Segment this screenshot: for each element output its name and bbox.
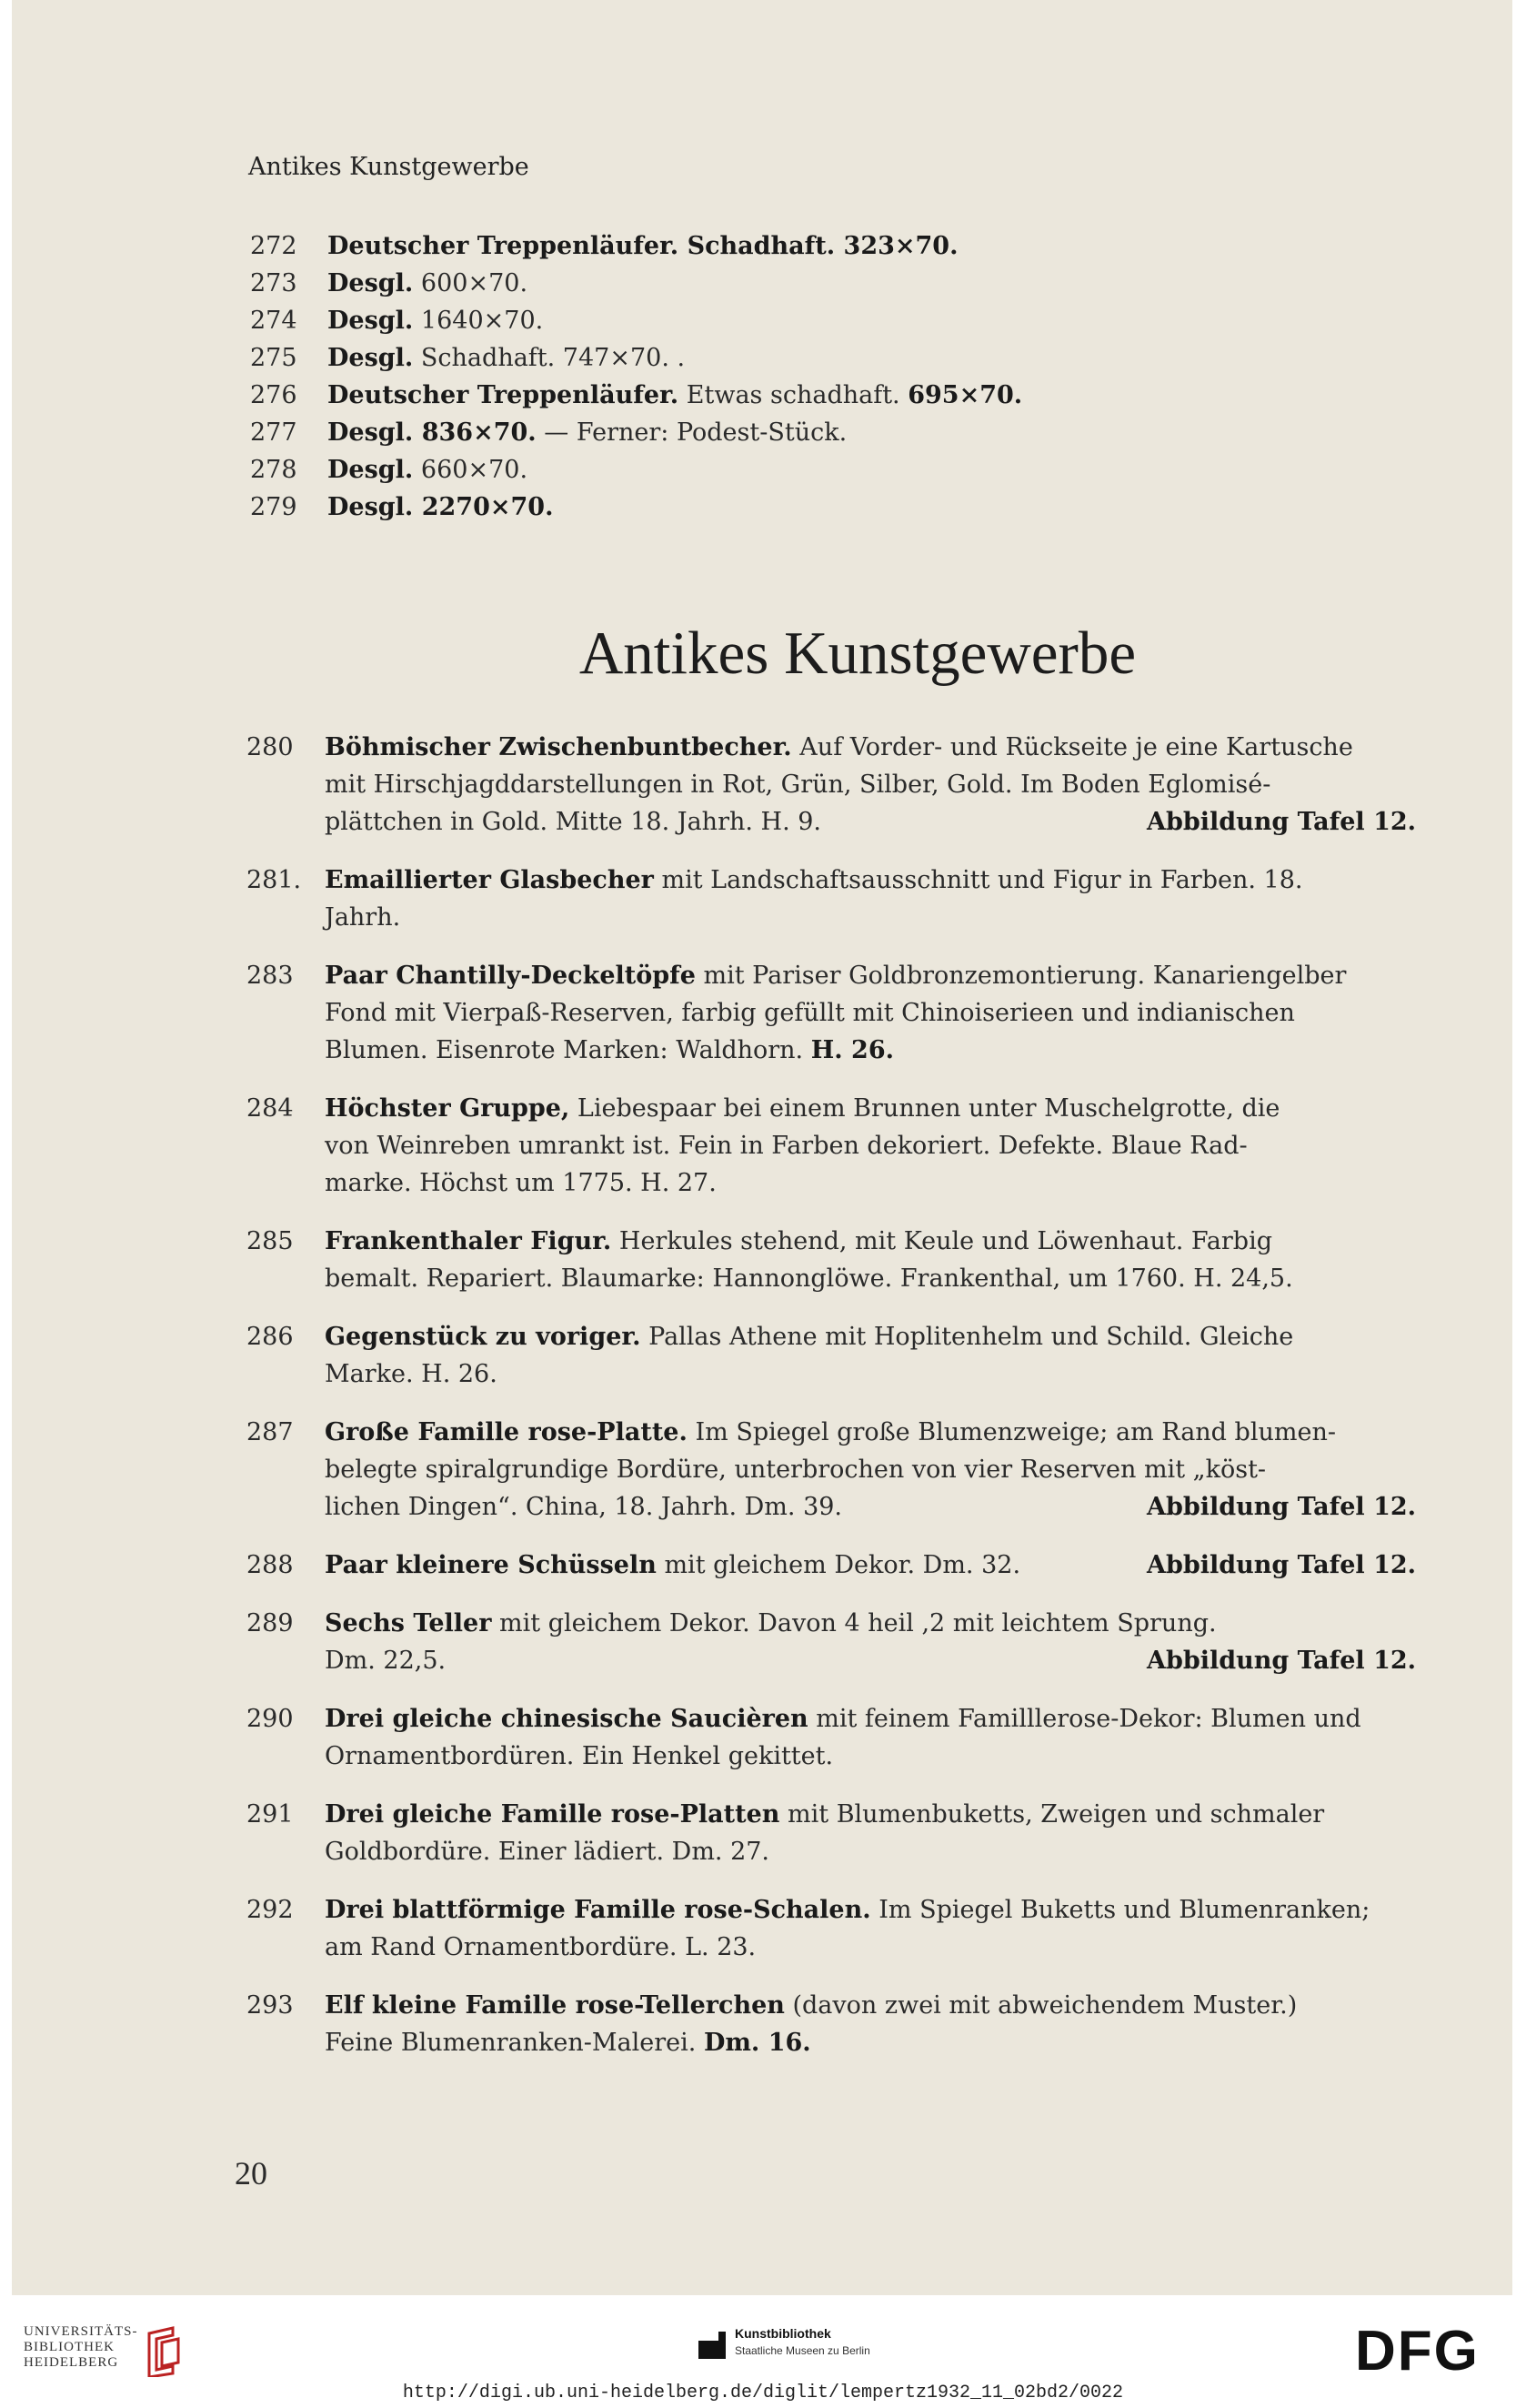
entry-line bbox=[327, 307, 1464, 335]
entry-text: belegte spiralgrundige Bordüre, unterbrochen von vier Reserven mit „köst- bbox=[325, 1456, 1267, 1484]
plate-reference: Abbildung Tafel 12. bbox=[1147, 1493, 1417, 1521]
entry-text: Im Spiegel große Blumenzweige; am Rand blumen- bbox=[687, 1418, 1336, 1446]
lot-number: 284 bbox=[246, 1094, 294, 1123]
lot-number: 276 bbox=[250, 381, 297, 409]
university-library-text: UNIVERSITÄTS- BIBLIOTHEK HEIDELBERG bbox=[24, 2324, 138, 2370]
entry-text: 660×70. bbox=[413, 456, 528, 484]
entry-text: 1640×70. bbox=[413, 307, 544, 335]
entry-title: Deutscher Treppenläufer. Schadhaft. 323×70. bbox=[327, 232, 959, 260]
entry-title: Höchster Gruppe, bbox=[325, 1094, 570, 1123]
footer bbox=[0, 2299, 1526, 2408]
plate-reference: Abbildung Tafel 12. bbox=[1147, 1551, 1417, 1579]
entry-line bbox=[325, 1609, 1480, 1637]
entry-text: Ornamentbordüren. Ein Henkel gekittet. bbox=[325, 1742, 834, 1770]
entry-line bbox=[325, 771, 1480, 799]
entry-line bbox=[327, 381, 1464, 409]
entry-line bbox=[325, 1418, 1480, 1446]
entry-text: bemalt. Repariert. Blaumarke: Hannonglöwe. Frankenthal, um 1760. H. 24,5. bbox=[325, 1264, 1293, 1293]
entry-text: mit Pariser Goldbronzemontierung. Kanariengelber bbox=[695, 962, 1347, 990]
entry-title: Frankenthaler Figur. bbox=[325, 1227, 612, 1255]
entry-line bbox=[325, 733, 1480, 761]
entry-title: Desgl. 2270×70. bbox=[327, 493, 554, 521]
entry-line bbox=[325, 1456, 1480, 1484]
entry-text: Im Spiegel Buketts und Blumenranken; bbox=[870, 1896, 1370, 1924]
lot-number: 287 bbox=[246, 1418, 294, 1446]
lot-number: 283 bbox=[246, 962, 294, 990]
entry-line bbox=[325, 866, 1480, 894]
entry-title: Paar Chantilly-Deckeltöpfe bbox=[325, 962, 696, 990]
entry-text: Fond mit Vierpaß-Reserven, farbig gefüllt mit Chinoiserieen und indianischen bbox=[325, 999, 1295, 1027]
entry-line bbox=[327, 418, 1464, 447]
entry-text: — Ferner: Podest-Stück. bbox=[536, 418, 848, 447]
entry-text: mit gleichem Dekor. Davon 4 heil ,2 mit leichtem Sprung. bbox=[491, 1609, 1217, 1637]
catalog-page bbox=[12, 0, 1512, 2295]
lot-number: 277 bbox=[250, 418, 297, 447]
entry-text: Blumen. Eisenrote Marken: Waldhorn. bbox=[325, 1036, 811, 1064]
entry-text: Herkules stehend, mit Keule und Löwenhaut. Farbig bbox=[611, 1227, 1273, 1255]
entry-title: Große Famille rose-Platte. bbox=[325, 1418, 688, 1446]
entry-line bbox=[325, 1169, 1480, 1197]
lot-number: 286 bbox=[246, 1323, 294, 1351]
entry-text: Dm. 22,5. bbox=[325, 1647, 447, 1675]
lot-number: 293 bbox=[246, 1991, 294, 2020]
entry-line bbox=[325, 962, 1480, 990]
entry-title: Drei blattförmige Famille rose-Schalen. bbox=[325, 1896, 871, 1924]
entry-title: Drei gleiche Famille rose-Platten bbox=[325, 1800, 780, 1829]
entry-line bbox=[325, 1360, 1480, 1388]
university-logo-icon bbox=[136, 2326, 184, 2377]
entry-text: Liebespaar bei einem Brunnen unter Muschelgrotte, die bbox=[569, 1094, 1280, 1123]
entry-text: plättchen in Gold. Mitte 18. Jahrh. H. 9. bbox=[325, 808, 821, 836]
plate-reference: Abbildung Tafel 12. bbox=[1147, 808, 1417, 836]
page-number: 20 bbox=[235, 2155, 267, 2191]
entry-title: Emaillierter Glasbecher bbox=[325, 866, 654, 894]
entry-text: von Weinreben umrankt ist. Fein in Farben dekoriert. Defekte. Blaue Rad- bbox=[325, 1132, 1248, 1160]
entry-line bbox=[325, 1094, 1480, 1123]
entry-title: Sechs Teller bbox=[325, 1609, 492, 1637]
lot-number: 272 bbox=[250, 232, 297, 260]
entry-text: Pallas Athene mit Hoplitenhelm und Schild. Gleiche bbox=[640, 1323, 1294, 1351]
entry-title: Gegenstück zu voriger. bbox=[325, 1323, 641, 1351]
entry-text: mit Landschaftsausschnitt und Figur in Farben. 18. bbox=[653, 866, 1303, 894]
entry-line bbox=[325, 1323, 1480, 1351]
entry-title: Dm. 16. bbox=[703, 2029, 811, 2057]
entry-text: mit Hirschjagddarstellungen in Rot, Grün, Silber, Gold. Im Boden Eglomisé- bbox=[325, 771, 1271, 799]
lot-number: 292 bbox=[246, 1896, 294, 1924]
entry-line bbox=[327, 344, 1464, 372]
entry-text: Goldbordüre. Einer lädiert. Dm. 27. bbox=[325, 1838, 770, 1866]
entry-line bbox=[325, 1705, 1480, 1733]
running-head: Antikes Kunstgewerbe bbox=[248, 153, 529, 181]
entry-line bbox=[327, 456, 1464, 484]
entry-title: Desgl. 836×70. bbox=[327, 418, 537, 447]
dfg-logo: DFG bbox=[1355, 2320, 1480, 2383]
permalink[interactable]: http://digi.ub.uni-heidelberg.de/diglit/lempertz1932_11_02bd2/0022 bbox=[402, 2383, 1124, 2403]
entry-text: Feine Blumenranken-Malerei. bbox=[325, 2029, 704, 2057]
entry-text: mit Blumenbuketts, Zweigen und schmaler bbox=[779, 1800, 1325, 1829]
entry-text: (davon zwei mit abweichendem Muster.) bbox=[784, 1991, 1298, 2020]
plate-reference: Abbildung Tafel 12. bbox=[1147, 1647, 1417, 1675]
entry-text: 600×70. bbox=[413, 269, 528, 297]
lot-number: 280 bbox=[246, 733, 294, 761]
library-subtitle: Staatliche Museen zu Berlin bbox=[735, 2344, 870, 2357]
entry-title: Paar kleinere Schüsseln bbox=[325, 1551, 657, 1579]
entry-title: H. 26. bbox=[810, 1036, 895, 1064]
entry-text: Etwas schadhaft. bbox=[678, 381, 909, 409]
lot-number: 291 bbox=[246, 1800, 294, 1829]
entry-text: lichen Dingen“. China, 18. Jahrh. Dm. 39. bbox=[325, 1493, 843, 1521]
lot-number: 279 bbox=[250, 493, 297, 521]
lot-number: 273 bbox=[250, 269, 297, 297]
entry-line bbox=[327, 232, 1464, 260]
entry-text: am Rand Ornamentbordüre. L. 23. bbox=[325, 1933, 757, 1961]
lot-number: 288 bbox=[246, 1551, 294, 1579]
entry-title: Deutscher Treppenläufer. bbox=[327, 381, 679, 409]
entry-title: Desgl. bbox=[327, 307, 414, 335]
lot-number: 290 bbox=[246, 1705, 294, 1733]
entry-text: mit feinem Familllerose-Dekor: Blumen und bbox=[808, 1705, 1361, 1733]
entry-line bbox=[325, 1933, 1480, 1961]
entry-text: Marke. H. 26. bbox=[325, 1360, 497, 1388]
entry-line bbox=[327, 493, 1464, 521]
entry-text: Jahrh. bbox=[325, 903, 401, 932]
section-title: Antikes Kunstgewerbe bbox=[578, 620, 1137, 687]
lot-number: 285 bbox=[246, 1227, 294, 1255]
entry-title: Desgl. bbox=[327, 456, 414, 484]
lot-number: 275 bbox=[250, 344, 297, 372]
entry-text: mit gleichem Dekor. Dm. 32. bbox=[656, 1551, 1021, 1579]
kunstbibliothek-mark-icon bbox=[698, 2332, 726, 2359]
entry-title: Desgl. bbox=[327, 344, 414, 372]
entry-line bbox=[325, 1991, 1480, 2020]
entry-title: Drei gleiche chinesische Saucièren bbox=[325, 1705, 808, 1733]
entry-line bbox=[325, 1264, 1480, 1293]
entry-title: Böhmischer Zwischenbuntbecher. bbox=[325, 733, 792, 761]
entry-line bbox=[327, 269, 1464, 297]
entry-line bbox=[325, 1227, 1480, 1255]
entry-line bbox=[325, 1036, 1480, 1064]
entry-text: marke. Höchst um 1775. H. 27. bbox=[325, 1169, 717, 1197]
entry-line bbox=[325, 1132, 1480, 1160]
entry-title: Desgl. bbox=[327, 269, 414, 297]
entry-title: 695×70. bbox=[908, 381, 1023, 409]
lot-number: 274 bbox=[250, 307, 297, 335]
entry-line bbox=[325, 999, 1480, 1027]
entry-line bbox=[325, 1800, 1480, 1829]
lot-number: 278 bbox=[250, 456, 297, 484]
entry-text: Schadhaft. 747×70. . bbox=[413, 344, 686, 372]
entry-line bbox=[325, 1742, 1480, 1770]
entry-line bbox=[325, 1896, 1480, 1924]
entry-line bbox=[325, 903, 1480, 932]
entry-text: Auf Vorder- und Rückseite je eine Kartusche bbox=[791, 733, 1353, 761]
entry-title: Elf kleine Famille rose-Tellerchen bbox=[325, 1991, 785, 2020]
entry-line bbox=[325, 2029, 1480, 2057]
lot-number: 289 bbox=[246, 1609, 294, 1637]
entry-line bbox=[325, 1838, 1480, 1866]
library-name: Kunstbibliothek bbox=[735, 2326, 831, 2341]
lot-number: 281. bbox=[246, 866, 302, 894]
